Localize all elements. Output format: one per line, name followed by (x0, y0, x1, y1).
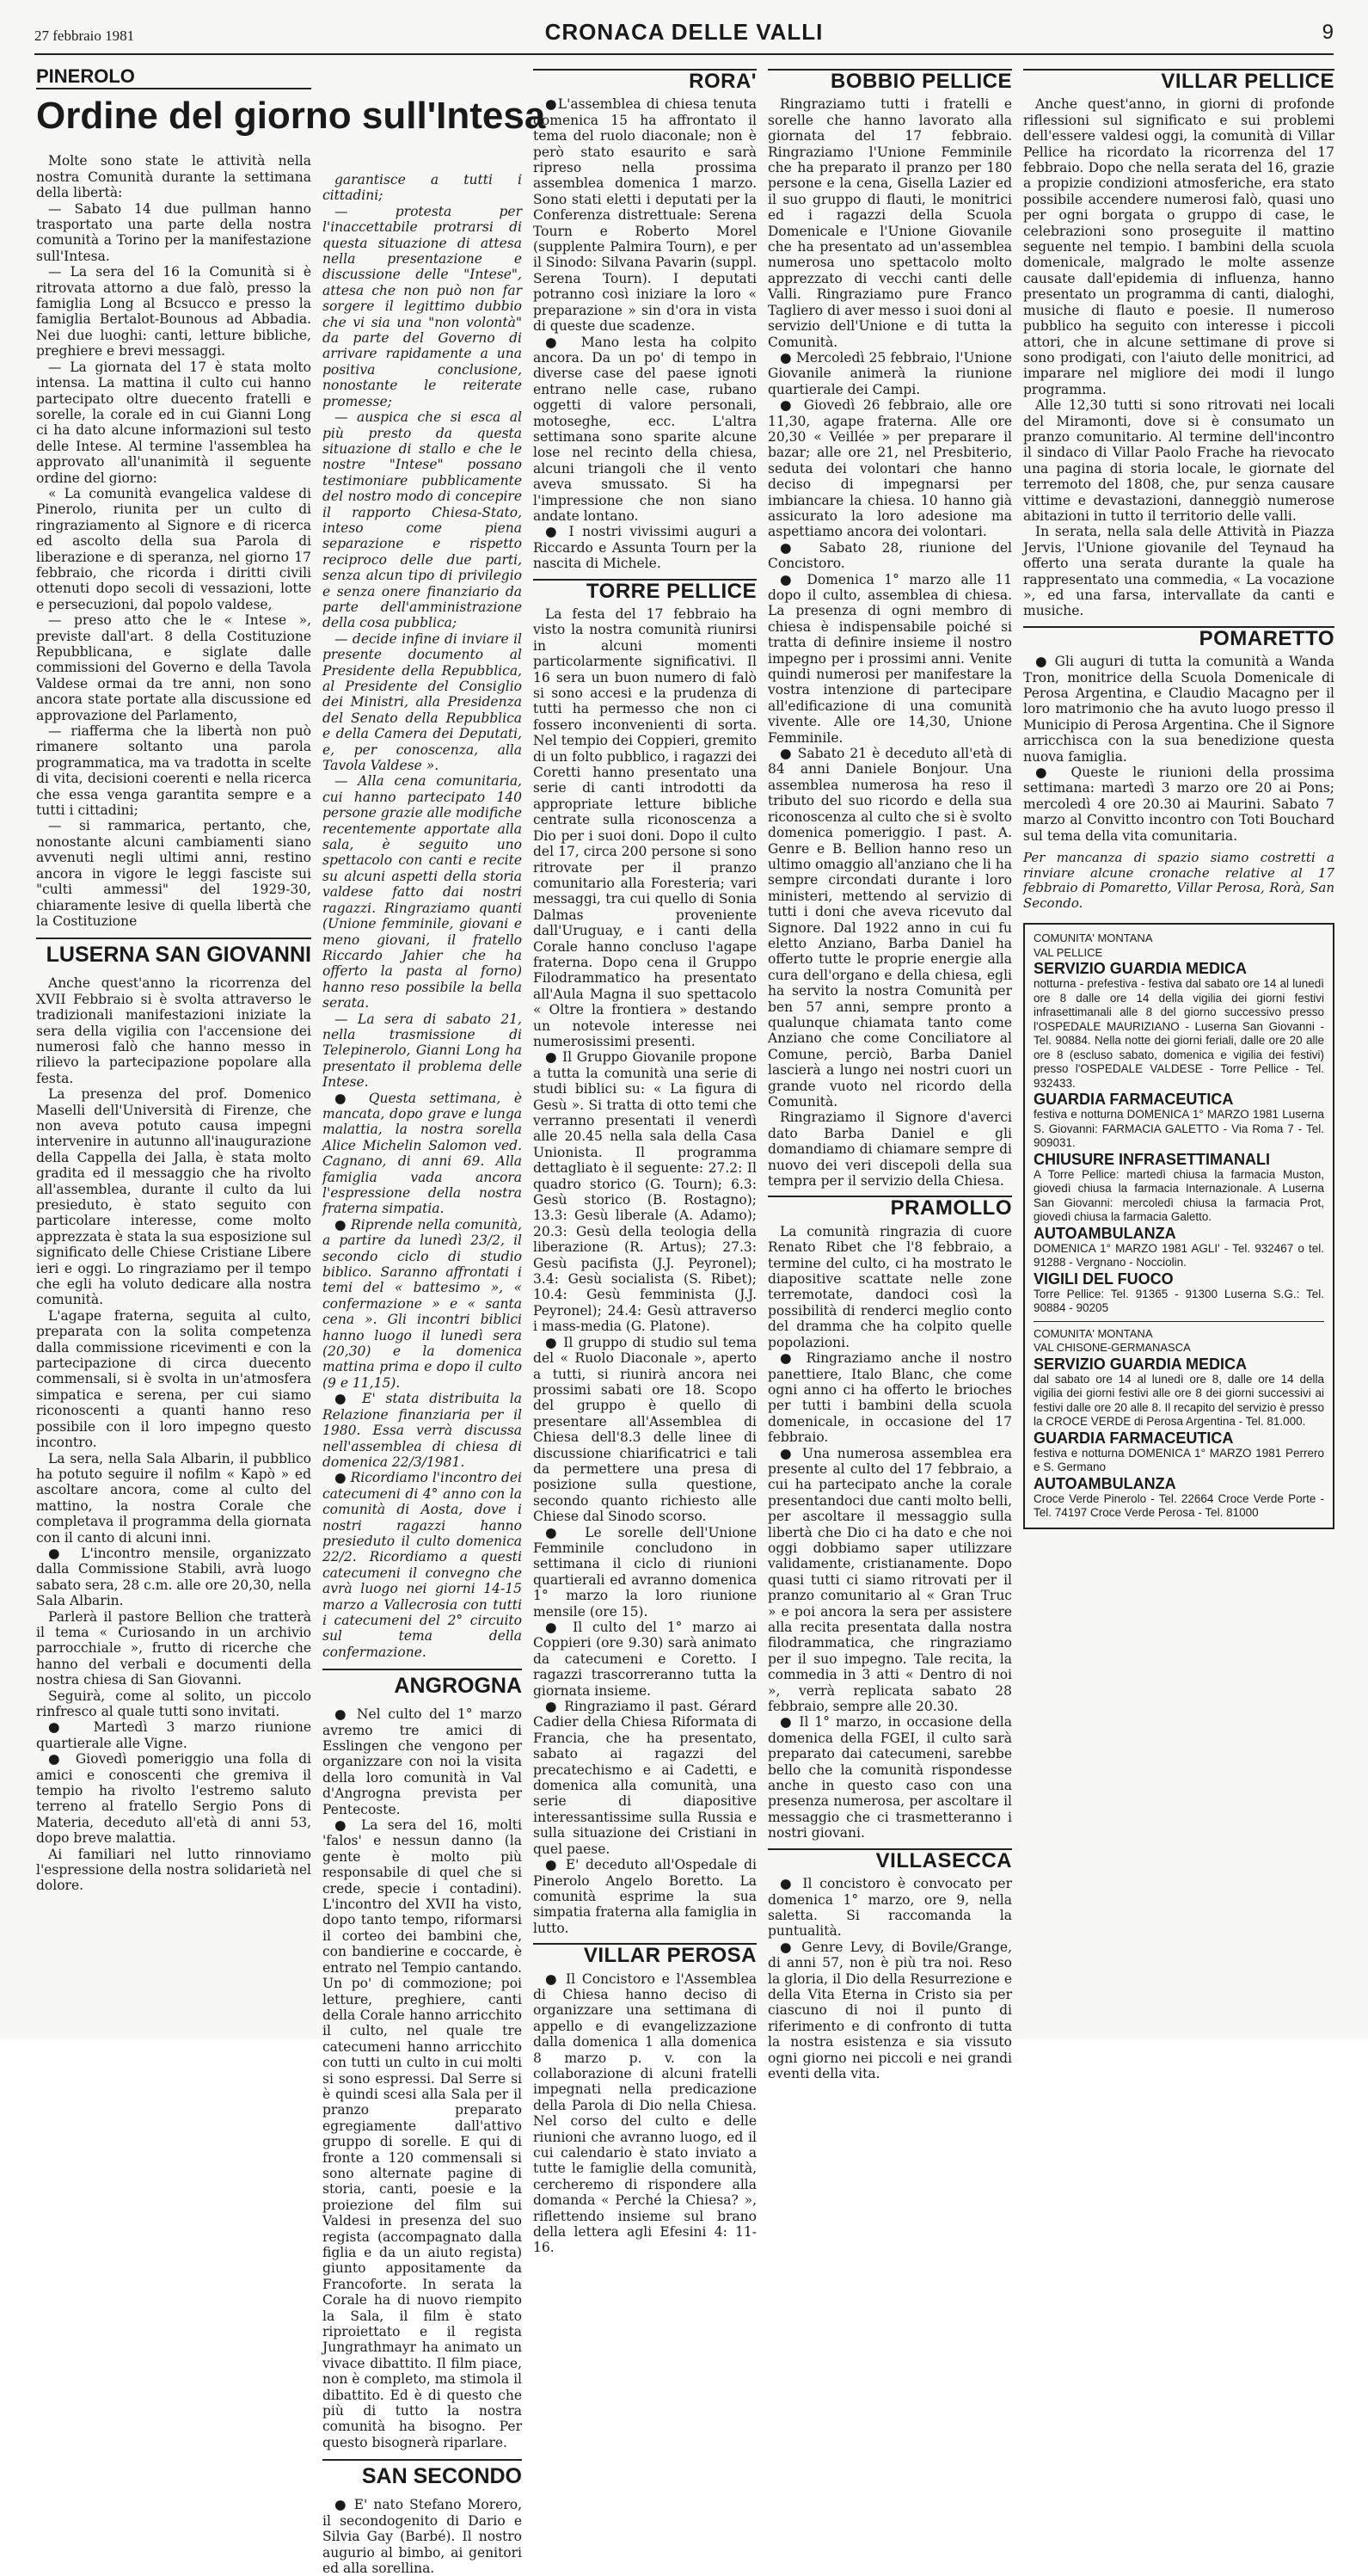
box-line: COMUNITA' MONTANA (1034, 1326, 1153, 1340)
villasecca-title: VILLASECCA (768, 1848, 1012, 1869)
paragraph: — La giornata del 17 è stata molto intensa. La mattina il culto cui hanno partecipato oltre duecento fratelli e sorelle, la corale ed in cui Gianni Long ci ha dato alcune informazioni sul testo delle Intese. Al termine l'assemblea ha approvato all'unanimità il seguente ordine del giorno: (36, 359, 311, 486)
angrogna-title: ANGROGNA (322, 1669, 522, 1698)
paragraph: ● Il Gruppo Giovanile propone a tutta la comunità una serie di studi biblici su: « La figura di Gesù ». Si tratta di otto temi che verranno presentati il venerdì alle 20.45 nella sala della Casa Unionista. Il programma dettagliato è il seguente: 27.2: Il quadro storico (G. Tourn); 6.3: Gesù storico (B. Rostagno); 13.3: Gesù liberale (A. Adamo); 20.3: Gesù della teologia della liberazione (R. Artus); 27.3: Gesù pacifista (J.J. Peyronel); 3.4: Gesù socialista (S. Ribet); 10.4: Gesù femminista (J.J. Peyronel); 24.4: Gesù attraverso i mass-media (G. Platone). (533, 1049, 757, 1335)
paragraph: Alle 12,30 tutti si sono ritrovati nei locali del Miramonti, dove si è consumato un pranzo comunitario. Al termine dell'incontro il sindaco di Villar Paolo Frache ha rievocato una pagina di storia locale, le giornate del terremoto del 1808, che, pur senza causare vittime e devastazioni, danneggiò numerose abitazioni in tutto il territorio delle valli. (1023, 397, 1334, 524)
box-t8: Croce Verde Pinerolo - Tel. 22664 Croce Verde Porte - Tel. 74197 Croce Verde Perosa - Tel. 81000 (1034, 1491, 1324, 1520)
paragraph: ● E' stata distribuita la Relazione finanziaria per il 1980. Essa verrà discussa nell'assemblea di chiesa di domenica 22/3/1981. (322, 1391, 522, 1470)
paragraph: ● I nostri vivissimi auguri a Riccardo e Assunta Tourn per la nascita di Michele. (533, 524, 757, 572)
paragraph: — La sera di sabato 21, nella trasmissione di Telepinerolo, Gianni Long ha presentato il problema delle Intese. (322, 1011, 522, 1091)
box-t1: notturna - prefestiva - festiva dal sabato ore 14 al lunedì ore 8 dalle ore 14 della vigilia dei giorni festivi infrasettimanali alle 8 del giorno successivo presso l'OSPEDALE MAURIZIANO - Luserna San Giovanni - Tel. 90884. Nella notte dei giorni feriali, dalle ore 20 alle ore 8 (escluso sabato, domenica e vigilia dei festivi) presso l'OSPEDALE VALDESE - Torre Pellice - Tel. 932433. (1034, 977, 1324, 1090)
paragraph: Seguirà, come al solito, un piccolo rinfresco al quale tutti sono invitati. (36, 1688, 311, 1719)
box-h7: GUARDIA FARMACEUTICA (1034, 1429, 1234, 1447)
paragraph: ● Queste le riunioni della prossima settimana: martedì 3 marzo ore 20 ai Pons; mercoledì 4 ore 20.30 ai Maurini. Sabato 7 marzo al Convitto incontro con Toti Bouchard sul tema della vita comunitaria. (1023, 765, 1334, 844)
paragraph: Parlerà il pastore Bellion che tratterà il tema « Curiosando in un archivio parrocchiale », frutto di ricerche che hanno del verbali e documenti della nostra chiesa di San Giovanni. (36, 1608, 311, 1688)
paragraph: ● E' deceduto all'Ospedale di Pinerolo Angelo Boretto. La comunità esprime la sua simpatia fraterna alla famiglia in lutto. (533, 1857, 757, 1936)
box-h1: SERVIZIO GUARDIA MEDICA (1034, 960, 1248, 978)
paragraph: ● Genre Levy, di Bovile/Grange, di anni 57, non è più tra noi. Reso la gloria, il Dio della Resurrezione e della Vita Eterna in Cristo sia per ciascuno di noi il punto di riferimento e di confronto di tutta la nostra esistenza e sia vissuto ogni giorno nei piccoli e nei grandi eventi della vita. (768, 1939, 1012, 2081)
box-lines2 (1034, 1327, 1324, 1356)
paragraph: ● Ringraziamo il past. Gérard Cadier della Chiesa Riformata di Francia, che ha presentato, sabato ai ragazzi del precatechismo e ai Cadetti, e domenica alla comunità, una serie di diapositive interessantissime sulla Russia e sulla situazione dei Cristiani in quel paese. (533, 1699, 757, 1857)
box-t3: A Torre Pellice: martedì chiusa la farmacia Muston, giovedì chiusa la farmacia Internazionale. A Luserna San Giovanni: mercoledì chiusa la farmacia Prot, giovedì chiusa la farmacia Galetto. (1034, 1167, 1324, 1224)
pramollo-article (768, 1224, 1012, 1841)
column-2 (322, 172, 523, 2576)
box-t2: festiva e notturna DOMENICA 1° MARZO 1981 Luserna S. Giovanni: FARMACIA GALETTO - Via Roma 7 - Tel. 909031. (1034, 1108, 1324, 1150)
paragraph: ● Mercoledì 25 febbraio, l'Unione Giovanile animerà la riunione quartierale dei Campi. (768, 349, 1012, 397)
paragraph: ● Riprende nella comunità, a partire da lunedì 23/2, il secondo ciclo di studio biblico. Saranno affrontati i temi del « battesimo », « confermazione » e « santa cena ». Gli incontri biblici hanno luogo il lunedì sera (20,30) e la domenica mattina prima e dopo il culto (9 e 11,15). (322, 1216, 522, 1391)
paragraph: La sera, nella Sala Albarin, il pubblico ha potuto seguire il nofilm « Kapò » ed ascoltare ancora, come al culto del mattino, la nostra Corale che completava il programma della giornata con il canto di alcuni inni. (36, 1450, 311, 1546)
torre-title: TORRE PELLICE (533, 579, 757, 599)
paragraph: ● Gli auguri di tutta la comunità a Wanda Tron, monitrice della Scuola Domenicale di Perosa Argentina, e Claudio Macagno per il loro matrimonio che ha avuto luogo presso il Municipio di Perosa Argentina. Che il Signore arricchisca con la sua benedizione questa nuova famiglia. (1023, 654, 1334, 765)
box-line: COMUNITA' MONTANA (1034, 931, 1153, 945)
box-t6: dal sabato ore 14 al lunedì ore 8, dalle ore 14 della vigilia dei giorni festivi alle ore 8 dei giorni successivi ai festivi dalle ore 20 alle 8. Il recapito del servizio è presso la CROCE VERDE di Perosa Argentina - Tel. 81.000. (1034, 1372, 1324, 1429)
pinerolo-col2 (322, 172, 522, 1660)
space-note: Per mancanza di spazio siamo costretti a rinviare alcune cronache relative al 17 febbraio di Pomaretto, Villar Perosa, Rorà, San Secondo. (1023, 850, 1334, 911)
luserna-title: LUSERNA SAN GIOVANNI (36, 938, 311, 967)
box-line: VAL CHISONE-GERMANASCA (1034, 1341, 1191, 1355)
pinerolo-col1 (36, 153, 311, 929)
paragraph: In serata, nella sala delle Attività in Piazza Jervis, l'Unione giovanile del Teynaud ha offerto una serata durante la quale ha rappresentato una commedia, « La vocazione », ed una farsa, intervallate da canti e musiche. (1023, 524, 1334, 619)
paragraph: Ringraziamo tutti i fratelli e sorelle che hanno lavorato alla giornata del 17 febbraio. Ringraziamo l'Unione Femminile che ha preparato il pranzo per 180 persone e la cena, Gisella Lazier ed il suo gruppo di flauti, le monitrici ed i ragazzi della Scuola Domenicale e l'Unione Giovanile che ha presentato ad un'assemblea numerosa uno spettacolo molto apprezzato di vecchi canti delle Valli. Ringraziamo pure Franco Tagliero di aver messo i suoi doni al servizio dell'Unione e di tutta la Comunità. (768, 96, 1012, 350)
san-secondo-title: SAN SECONDO (322, 2459, 522, 2488)
paragraph: ● Il concistoro è convocato per domenica 1° marzo, ore 9, nella saletta. Si raccomanda la puntualità. (768, 1876, 1012, 1940)
box-h2: GUARDIA FARMACEUTICA (1034, 1091, 1234, 1109)
bobbio-article (768, 96, 1012, 1189)
paragraph: Anche quest'anno la ricorrenza del XVII Febbraio si è svolta attraverso le tradizionali manifestazioni iniziate la sera della vigilia con l'accensione dei numerosi falò che hanno messo in rilievo la partecipazione popolare alla festa. (36, 975, 311, 1086)
issue-date: 27 febbraio 1981 (34, 28, 135, 44)
paragraph: La festa del 17 febbraio ha visto la nostra comunità riunirsi in alcuni momenti particolarmente significativi. Il 16 sera un buon numero di falò si sono accesi e la prudenza di tutti ha permesso che non ci fossero inconvenienti di sorta. Nel tempio dei Coppieri, gremito di un folto pubblico, i ragazzi dei Coretti hanno presentato una serie di canti introdotti da appropriate letture bibliche centrate sulla riconoscenza a Dio per i suoi doni. Dopo il culto del 17, circa 200 persone si sono ritrovate per il pranzo comunitario alla Foresteria; vari messaggi, tra cui quello di Sonia Dalmas proveniente dall'Uruguay, e i canti della Corale hanno concluso l'agape fraterna. Dopo cena il Gruppo Filodrammatico ha presentato all'Aula Magna il suo spettacolo « Oltre la frontiera » destando un notevole interesse nei numerosissimi presenti. (533, 606, 757, 1049)
paragraph: — auspica che si esca al più presto da questa situazione di stallo e che le nostre "Intese" possano testimoniare pubblicamente del nostro modo di concepire il rapporto Chiesa-Stato, inteso come piena separazione e rispetto reciproco delle due parti, senza alcun tipo di privilegio e senza onere finanziario da parte dell'amministrazione della cosa pubblica; (322, 409, 522, 631)
paragraph: Ringraziamo il Signore d'averci dato Barba Daniel e gli domandiamo di chiamare sempre di nuovo dei veri discepoli della sua tempra per il servizio della Chiesa. (768, 1110, 1012, 1190)
paragraph: Molte sono state le attività nella nostra Comunità durante la settimana della libertà: (36, 153, 311, 201)
paragraph: garantisce a tutti i cittadini; (322, 172, 522, 204)
section-title: CRONACA DELLE VALLI (544, 19, 824, 45)
paragraph: ● Giovedì pomeriggio una folla di amici e conoscenti che gremiva il tempio ha rivolto l'estremo saluto terreno al fratello Sergio Pons di Materia, deceduto all'età di anni 53, dopo breve malattia. (36, 1751, 311, 1847)
paragraph: ● Il culto del 1° marzo ai Coppieri (ore 9.30) sarà animato da catecumeni e Coretto. I ragazzi trascorreranno tutta la giornata insieme. (533, 1620, 757, 1699)
paragraph: — protesta per l'inaccettabile protrarsi di questa situazione di attesa nella presentazione e discussione delle "Intese", attesa che non può non far sorgere il legittimo dubbio che vi sia una "non volontà" da parte del Governo di arrivare rapidamente a una positiva conclusione, nonostante le reiterate promesse; (322, 203, 522, 409)
paragraph: — riafferma che la libertà non può rimanere soltanto una parola programmatica, ma va tradotta in scelte di vita, decisioni coerenti e nella ricerca che essa venga garantita sempre e a tutti i cittadini; (36, 723, 311, 819)
paragraph: Anche quest'anno, in giorni di profonde riflessioni sul significato e sui problemi dell'essere valdesi oggi, la comunità di Villar Pellice ha ricordato la ricorrenza del 17 febbraio. Dopo che nella serata del 16, grazie a propizie condizioni atmosferiche, era stato possibile accendere numerosi falò, quasi uno per ogni borgata o gruppo di case, le celebrazioni sono proseguite il mattino seguente nel tempio. I bambini della scuola domenicale, malgrado le molte assenze causate dall'epidemia di influenza, hanno presentato un programma di canti, dialoghi, musiche di flauto e poesie. Il numeroso pubblico ha seguito con interesse i piccoli attori, che in alcune settimane di prove si sono prodigati, con l'aiuto delle monitrici, ad imparare nel migliore dei modi il lungo programma. (1023, 96, 1334, 397)
pramollo-title: PRAMOLLO (768, 1196, 1012, 1216)
paragraph: ● Il gruppo di studio sul tema del « Ruolo Diaconale », aperto a tutti, si riunirà ancora nei prossimi sabati ore 18. Scopo del gruppo è quello di presentare all'Assemblea di Chiesa dell'8.3 delle linee di discussione chiarificatrici e tali da permettere una presa di posizione sulla questione, secondo quanto richiesto alle Chiese dal Sinodo scorso. (533, 1334, 757, 1525)
pomaretto-title: POMARETTO (1023, 626, 1334, 647)
main-headline: Ordine del giorno sull'Intesa (36, 88, 311, 138)
column-5 (1023, 69, 1334, 2021)
box-h4: AUTOAMBULANZA (1034, 1224, 1176, 1242)
paragraph: ● L'incontro mensile, organizzato dalla Commissione Stabili, avrà luogo sabato sera, 28 c.m. alle ore 20,30, nella Sala Albarin. (36, 1545, 311, 1609)
box-t7: festiva e notturna DOMENICA 1° MARZO 1981 Perrero e S. Germano (1034, 1446, 1324, 1474)
box-line: VAL PELLICE (1034, 945, 1103, 959)
villar-perosa-article (533, 1971, 757, 2256)
paragraph: ● Ringraziamo anche il nostro panettiere, Italo Blanc, che come ogni anno ci ha offerto le brioches per tutti i bambini della scuola domenicale, in occasione del 17 febbraio. (768, 1350, 1012, 1446)
luserna-article (36, 975, 311, 1894)
paragraph: — preso atto che le « Intese », previste dall'art. 8 della Costituzione Repubblicana, e siglate dalle commissioni del Governo e della Tavola Valdese ormai da tre anni, non sono ancora state portate alla discussione ed approvazione del Parlamento, (36, 612, 311, 723)
paragraph: ● Sabato 28, riunione del Concistoro. (768, 539, 1012, 572)
box-separator (1034, 1321, 1324, 1322)
villar-perosa-title: VILLAR PEROSA (533, 1943, 757, 1964)
box-lines1 (1034, 931, 1324, 960)
paragraph: ● Domenica 1° marzo alle 11 dopo il culto, assemblea di chiesa. La presenza di ogni membro di chiesa è indispensabile poiché si tratta di definire insieme il nostro impegno per i prossimi anni. Venite quindi numerosi per manifestare la vostra intenzione di partecipare all'edificazione di una comunità vivente. Alle ore 14,30, Unione Femminile. (768, 571, 1012, 746)
services-box (1023, 923, 1334, 1529)
paragraph: ●L'assemblea di chiesa tenuta domenica 15 ha affrontato il tema del ruolo diaconale; non è però stato esaurito e sarà ripreso nella prossima assemblea domenica 1 marzo. Sono stati eletti i deputati per la Conferenza distrettuale: Serena Tourn e Roberto Morel (supplente Palmira Tourn), e per il Sinodo: Silvana Pavarin (suppl. Serena Tourn). I deputati potranno così iniziare la loro « preparazione » sin d'ora in vista di queste due scadenze. (533, 96, 757, 335)
paragraph: ● E' nato Stefano Morero, il secondogenito di Dario e Silvia Gay (Barbé). Il nostro augurio al bimbo, ai genitori ed alla sorellina. (322, 2497, 522, 2576)
paragraph: — La sera del 16 la Comunità si è ritrovata attorno a due falò, presso la famiglia Long al Bcsucco e presso la famiglia Bertalot-Bounous ad Abbadia. Nei due luoghi: canti, letture bibliche, preghiere e brevi messaggi. (36, 264, 311, 360)
paragraph: ● Giovedì 26 febbraio, alle ore 11,30, agape fraterna. Alle ore 20,30 « Veillée » per preparare il bazar; alle ore 21, nel Presbiterio, seduta dei volontari che hanno deciso di impegnarsi per imbiancare la chiesa. 10 hanno già assicurato la loro adesione ma aspettiamo ancora dei volontari. (768, 397, 1012, 540)
paragraph: ● Questa settimana, è mancata, dopo grave e lunga malattia, la nostra sorella Alice Michelin Salomon ved. Cagnano, di anni 69. Alla famiglia vada ancora l'espressione della nostra fraterna simpatia. (322, 1090, 522, 1217)
bobbio-title: BOBBIO PELLICE (768, 69, 1012, 89)
paragraph: ● Il Concistoro e l'Assemblea di Chiesa hanno deciso di organizzare una settimana di appello e di evangelizzazione dalla domenica 1 alla domenica 8 marzo p. v. con la collaborazione di alcuni fratelli impegnati nella predicazione della Parola di Dio nella Chiesa. Nel corso del culto e delle riunioni che avranno luogo, ed il cui calendario è stato inviato a tutte le famiglie della comunità, cercheremo di rispondere alla domanda « Perché la Chiesa? », riflettendo insieme sul brano della lettera agli Efesini 4: 11-16. (533, 1970, 757, 2256)
villar-pellice-article (1023, 96, 1334, 618)
paragraph: ● Una numerosa assemblea era presente al culto del 17 febbraio, a cui ha partecipato anche la corale presentandoci due canti molto belli, per ascoltare il messaggio sulla libertà che Dio ci ha dato e che noi oggi dobbiamo saper utilizzare validamente, cristianamente. Dopo quasi tutti ci siamo ritrovati per il pranzo comunitario al « Gran Truc » e poi ancora la sera per assistere alla recita presentata dalla nostra filodrammatica, che ringraziamo per il suo impegno. Tale recita, la commedia in 3 atti « Dentro di noi », verrà replicata sabato 28 febbraio, sempre alle 20.30. (768, 1445, 1012, 1715)
box-t5: Torre Pellice: Tel. 91365 - 91300 Luserna S.G.: Tel. 90884 - 90205 (1034, 1287, 1324, 1315)
paragraph: ● Le sorelle dell'Unione Femminile concludono in settimana il ciclo di riunioni quartierali ed avranno domenica 1° marzo la loro riunione mensile (ore 15). (533, 1524, 757, 1620)
paragraph: — decide infine di inviare il presente documento al Presidente della Repubblica, al Presidente del Consiglio dei Ministri, alla Presidenza del Senato della Repubblica e della Camera dei Deputati, e, per conoscenza, alla Tavola Valdese ». (322, 630, 522, 774)
paragraph: ● Sabato 21 è deceduto all'età di 84 anni Daniele Bonjour. Una assemblea numerosa ha reso il tributo del suo ricordo e della sua riconoscenza al culto che si è svolto domenica pomeriggio. I past. A. Genre e B. Bellion hanno reso un ultimo omaggio all'anziano che li ha sempre circondati durante i loro ministeri, mettendo al servizio di tutti i doni che aveva ricevuto dal Signore. Dal 1922 anno in cui fu eletto Anziano, Barba Daniel ha offerto tutte le proprie energie alla cura dell'organo e della chiesa, egli ha servito la nostra Comunità per ben 57 anni, sempre pronto a qualunque chiamata tanto come Anziano che come Conciliatore al Comune, perciò, Barba Daniel lascierà a lungo nei nostri cuori un grande vuoto nel ricordo della Comunità. (768, 746, 1012, 1110)
paragraph: L'agape fraterna, seguita al culto, preparata con la solita competenza dalla commissione ricevimenti e con la partecipazione di circa duecento commensali, si è svolta in un'atmosfera simpatica e serena, per cui siamo riconoscenti a quanti hanno reso possibile con il loro impegno questo incontro. (36, 1307, 311, 1451)
villasecca-article (768, 1876, 1012, 2081)
column-4 (768, 69, 1012, 2081)
page-number: 9 (1322, 21, 1334, 44)
villar-pellice-title: VILLAR PELLICE (1023, 69, 1334, 89)
box-h3: CHIUSURE INFRASETTIMANALI (1034, 1150, 1270, 1168)
paragraph: La comunità ringrazia di cuore Renato Ribet che l'8 febbraio, a termine del culto, ci ha mostrato le diapositive scattate nelle zone terremotate, dandoci così la possibilità di renderci meglio conto del dramma che ha colpito quelle popolazioni. (768, 1223, 1012, 1350)
paragraph: ● Nel culto del 1° marzo avremo tre amici di Esslingen che vengono per organizzare con noi la visita della loro comunità in Val d'Angrogna prevista per Pentecoste. (322, 1706, 522, 1817)
pinerolo-kicker: PINEROLO (36, 65, 135, 87)
paragraph: ● Mano lesta ha colpito ancora. Da un po' di tempo in diverse case del paese ignoti entrano nelle case, rubano oggetti di valore personali, motoseghe, ecc. L'altra settimana sono sparite alcune lose nel recinto della chiesa, alcuni triangoli che il vento aveva smussato. Si ha l'impressione che non siano andate lontano. (533, 334, 757, 524)
box-h5: VIGILI DEL FUOCO (1034, 1270, 1174, 1288)
rora-title: RORA' (533, 69, 757, 89)
box-h8: AUTOAMBULANZA (1034, 1474, 1176, 1492)
paragraph: ● Il 1° marzo, in occasione della domenica della FGEI, il culto sarà preparato dai catecumeni, sarebbe bello che la comunità rispondesse anche in questo caso con una presenza numerosa, per ascoltare il messaggio che ci trasmetteranno i nostri giovani. (768, 1714, 1012, 1841)
masthead (34, 19, 1334, 55)
san-secondo-article (322, 2497, 522, 2576)
rora-article (533, 96, 757, 571)
box-h6: SERVIZIO GUARDIA MEDICA (1034, 1355, 1248, 1373)
paragraph: Ai familiari nel lutto rinnoviamo l'espressione della nostra solidarietà nel dolore. (36, 1846, 311, 1894)
angrogna-article (322, 1706, 522, 2450)
column-3 (533, 69, 757, 2256)
paragraph: ● Martedì 3 marzo riunione quartierale alle Vigne. (36, 1719, 311, 1751)
pomaretto-article (1023, 654, 1334, 844)
paragraph: ● Ricordiamo l'incontro dei catecumeni di 4° anno con la comunità di Aosta, dove i nostri ragazzi hanno presieduto il culto domenica 22/2. Ricordiamo a questi catecumeni il convegno che avrà luogo nei giorni 14-15 marzo a Vallecrosia con tutti i catecumeni del 2° circuito sul tema della confermazione. (322, 1470, 522, 1660)
paragraph: « La comunità evangelica valdese di Pinerolo, riunita per un culto di ringraziamento al Signore e di ricerca ed ascolto della sua Parola di liberazione e di speranza, nel giorno 17 febbraio, che ricorda i diritti civili ottenuti dopo secoli di vessazioni, lotte e persecuzioni, dal popolo valdese, (36, 485, 311, 612)
paragraph: — si rammarica, pertanto, che, nonostante alcuni cambiamenti siano avvenuti negli ultimi anni, restino ancora in vigore le leggi fasciste sui "culti ammessi" del 1929-30, chiaramente lesive di quella libertà che la Costituzione (36, 818, 311, 929)
paragraph: ● La sera del 16, molti 'falos' e nessun danno (la gente è molto più responsabile di quel che si crede, specie i contadini). L'incontro del XVII ha visto, dopo tanto tempo, riformarsi il corteo dei bambini che, con bandierine e coccarde, è entrato nel Tempio cantando. Un po' di commozione; poi letture, preghiere, canti della Corale hanno arricchito il culto, nel quale tre catecumeni hanno arricchito con tutti un culto in cui molti si sono espressi. Dal Serre si è quindi scesi alla Sala per il pranzo preparato egregiamente dall'attivo gruppo di sorelle. E qui di fronte a 120 commensali si sono alternate pagine di storia, canti, poesie e la proiezione del film sui Valdesi in presenza del suo regista (accompagnato dalla figlia e da un aiuto regista) giunto appositamente da Francoforte. In serata la Corale ha di nuovo riempito la Sala, il film è stato riproiettato e il regista Jungrathmayr ha animato un vivace dibattito. Il film piace, non è completo, ma stimola il dibattito. Ed è di questo che più di tutto la nostra comunità ha bisogno. Per questo bisognerà riparlare. (322, 1817, 522, 2450)
paragraph: — Alla cena comunitaria, cui hanno partecipato 140 persone grazie alle modifiche recentemente apportate alla sala, è seguito uno spettacolo con canti e recite su alcuni aspetti della storia valdese fatto dai nostri ragazzi. Ringraziamo quanti (Unione femminile, giovani e meno giovani, il fratello Riccardo Jahier che ha offerto la pasta al forno) hanno reso possibile la bella serata. (322, 773, 523, 1011)
torre-article (533, 606, 757, 1936)
paragraph: — Sabato 14 due pullman hanno trasportato una parte della nostra comunità a Torino per la manifestazione sull'Intesa. (36, 200, 311, 264)
box-t4: DOMENICA 1° MARZO 1981 AGLI' - Tel. 932467 o tel. 91288 - Vergnano - Nocciolin. (1034, 1241, 1324, 1270)
paragraph: La presenza del prof. Domenico Maselli dell'Università di Firenze, che non aveva potuto causa impegni intervenire in autunno all'inaugurazione della Cappella dei Jalla, è stata molto gradita ed il messaggio che ha rivolto all'assemblea, durante il culto da lui presieduto, è stato seguito con particolare interesse, come molto apprezzata è stata la sua esposizione sul significato delle Chiese Cristiane Libere ieri e oggi. Lo ringraziamo per il tempo che egli ha voluto dedicare alla nostra comunità. (36, 1086, 311, 1308)
